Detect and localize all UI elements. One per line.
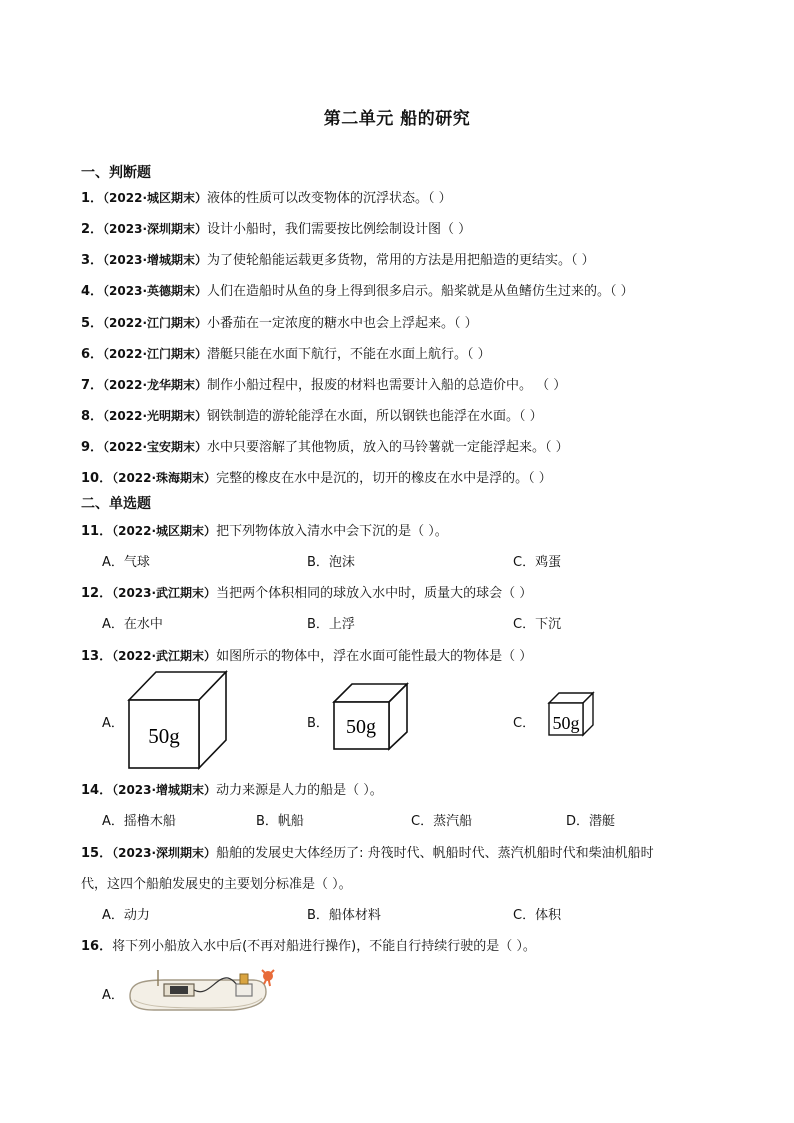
question-source: （2022·武江期末）	[112, 649, 217, 663]
option-a: A．动力	[102, 908, 150, 923]
option-b: B．上浮	[307, 617, 355, 632]
question-7	[81, 374, 566, 393]
question-number: 8．	[81, 409, 104, 424]
question-text: 将下列小船放入水中后(不再对船进行操作)，不能自行持续行驶的是（ ）。	[112, 939, 536, 954]
question-source: （2023·深圳期末）	[103, 222, 208, 236]
question-number: 14．	[81, 783, 113, 798]
cube-weight-label: 50g	[346, 716, 376, 738]
question-text: 为了使轮船能运载更多货物，常用的方法是用把船造的更结实。（ ）	[207, 253, 595, 268]
question-number: 16．	[81, 939, 113, 954]
question-text: 水中只要溶解了其他物质，放入的马铃薯就一定能浮起来。（ ）	[207, 440, 569, 455]
option-a-label: A．	[102, 716, 124, 731]
cube-medium-image	[331, 682, 411, 752]
question-number: 13．	[81, 649, 113, 664]
option-b: B．船体材料	[307, 908, 381, 923]
question-9	[81, 436, 569, 455]
question-text: 人们在造船时从鱼的身上得到很多启示。船桨就是从鱼鳍仿生过来的。（ ）	[207, 284, 634, 299]
section-heading-single-choice: 二、单选题	[81, 496, 151, 512]
question-number: 11．	[81, 524, 113, 539]
question-number: 5．	[81, 316, 104, 331]
question-source: （2023·英德期末）	[103, 284, 208, 298]
cube-small-image	[547, 691, 597, 737]
option-c: C．下沉	[513, 617, 562, 632]
question-source: （2022·珠海期末）	[112, 471, 217, 485]
option-c-label: C．	[513, 716, 536, 731]
option-a-label: A．	[102, 988, 124, 1003]
option-a: A．气球	[102, 555, 150, 570]
question-15-continued: 代，这四个船舶发展史的主要划分标准是（ ）。	[81, 877, 352, 892]
cube-weight-label: 50g	[148, 724, 180, 748]
question-2	[81, 218, 471, 237]
option-b-label: B．	[307, 716, 329, 731]
option-a: A．在水中	[102, 617, 163, 632]
question-source: （2023·武江期末）	[112, 586, 217, 600]
page-title: 第二单元 船的研究	[323, 109, 471, 129]
question-text: 小番茄在一定浓度的糖水中也会上浮起来。（ ）	[207, 316, 478, 331]
question-text: 动力来源是人力的船是（ ）。	[216, 783, 383, 798]
option-c: C．蒸汽船	[411, 814, 473, 829]
question-text: 制作小船过程中，报废的材料也需要计入船的总造价中。 （ ）	[207, 378, 567, 393]
question-source: （2022·宝安期末）	[103, 440, 208, 454]
question-number: 9．	[81, 440, 104, 455]
option-b: B．帆船	[256, 814, 304, 829]
question-10	[81, 467, 552, 486]
question-source: （2023·深圳期末）	[112, 846, 217, 860]
question-5	[81, 312, 478, 331]
question-text: 潜艇只能在水面下航行，不能在水面上航行。（ ）	[207, 347, 491, 362]
question-source: （2022·光明期末）	[103, 409, 208, 423]
question-1	[81, 187, 452, 206]
question-text: 设计小船时，我们需要按比例绘制设计图（ ）	[207, 222, 472, 237]
option-b: B．泡沫	[307, 555, 355, 570]
question-11	[81, 520, 448, 539]
question-source: （2022·江门期末）	[103, 316, 208, 330]
question-15	[81, 842, 654, 861]
option-a: A．摇橹木船	[102, 814, 176, 829]
question-number: 2．	[81, 222, 104, 237]
question-number: 4．	[81, 284, 104, 299]
question-number: 15．	[81, 846, 113, 861]
question-source: （2022·江门期末）	[103, 347, 208, 361]
electric-boat-image	[124, 962, 280, 1020]
question-number: 12．	[81, 586, 113, 601]
question-13	[81, 645, 532, 664]
question-16	[81, 935, 536, 954]
question-source: （2023·增城期末）	[112, 783, 217, 797]
cube-weight-label: 50g	[552, 713, 580, 733]
question-text: 当把两个体积相同的球放入水中时，质量大的球会（ ）	[216, 586, 533, 601]
cube-large-image	[126, 670, 230, 770]
question-8	[81, 405, 543, 424]
option-c: C．鸡蛋	[513, 555, 562, 570]
question-source: （2022·城区期末）	[112, 524, 217, 538]
question-number: 6．	[81, 347, 104, 362]
question-4	[81, 280, 634, 299]
question-text: 钢铁制造的游轮能浮在水面，所以钢铁也能浮在水面。（ ）	[207, 409, 543, 424]
question-text: 完整的橡皮在水中是沉的，切开的橡皮在水中是浮的。（ ）	[216, 471, 552, 486]
question-3	[81, 249, 595, 268]
question-number: 3．	[81, 253, 104, 268]
question-12	[81, 582, 532, 601]
question-text: 把下列物体放入清水中会下沉的是（ ）。	[216, 524, 448, 539]
question-source: （2023·增城期末）	[103, 253, 208, 267]
question-text: 船舶的发展史大体经历了: 舟筏时代、帆船时代、蒸汽机船时代和柴油机船时	[216, 846, 654, 861]
question-source: （2022·龙华期末）	[103, 378, 208, 392]
question-number: 7．	[81, 378, 104, 393]
question-6	[81, 343, 491, 362]
option-d: D．潜艇	[566, 814, 616, 829]
question-text: 液体的性质可以改变物体的沉浮状态。（ ）	[207, 191, 452, 206]
question-14	[81, 779, 383, 798]
question-number: 1．	[81, 191, 104, 206]
question-source: （2022·城区期末）	[103, 191, 208, 205]
question-text: 如图所示的物体中，浮在水面可能性最大的物体是（ ）	[216, 649, 533, 664]
question-number: 10．	[81, 471, 113, 486]
option-c: C．体积	[513, 908, 562, 923]
section-heading-judge: 一、判断题	[81, 165, 151, 181]
